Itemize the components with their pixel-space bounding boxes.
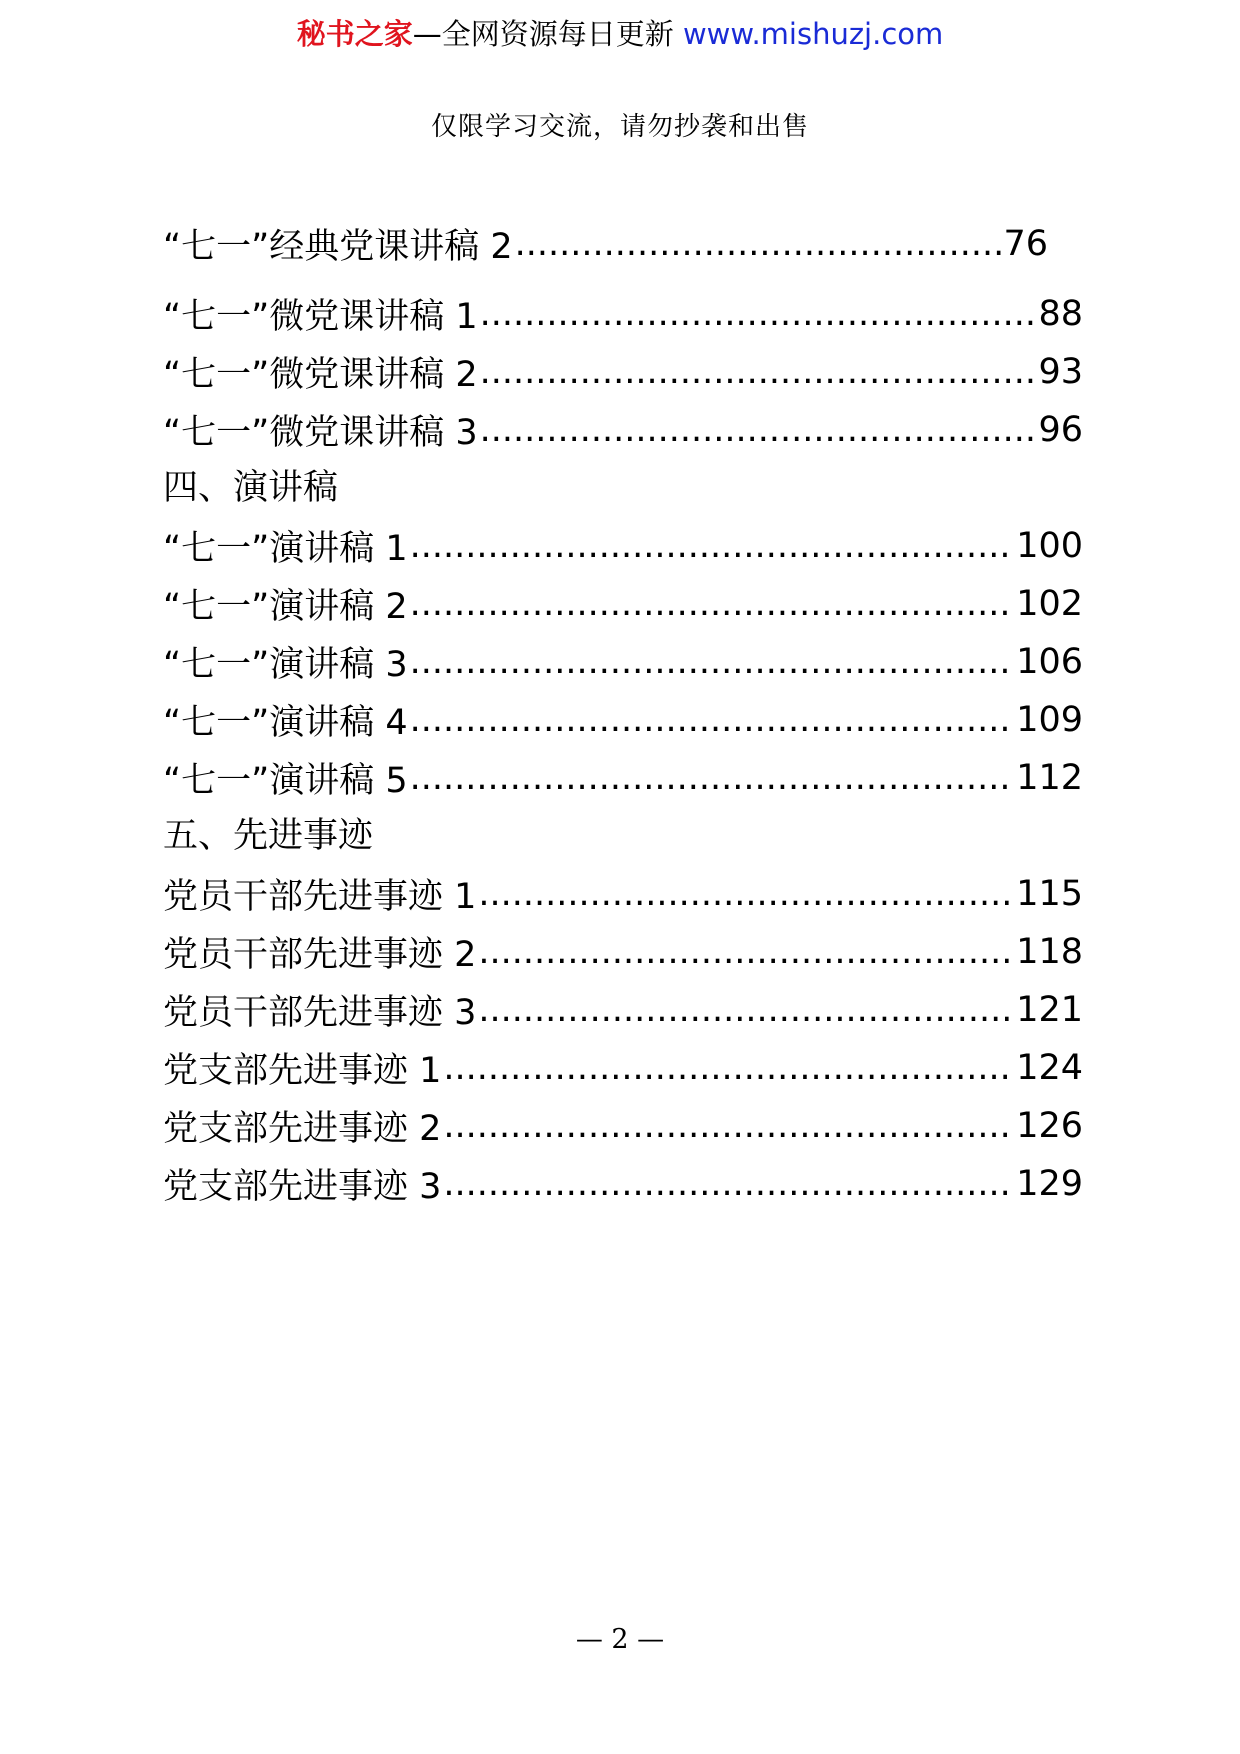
toc-entry[interactable] xyxy=(163,578,1083,630)
toc-entry-page: 118 xyxy=(1016,932,1083,972)
toc-entry-page: 124 xyxy=(1016,1048,1083,1088)
toc-entry[interactable] xyxy=(163,1100,1083,1152)
toc-entry-page: 112 xyxy=(1016,758,1083,798)
toc-entry-page: 100 xyxy=(1016,526,1083,566)
toc-entry[interactable] xyxy=(163,868,1083,920)
toc-entry-page: 93 xyxy=(1038,352,1083,392)
site-url-link[interactable]: www.mishuzj.com xyxy=(682,17,944,51)
toc-leader-dots xyxy=(443,1106,1014,1146)
toc-entry-page: 115 xyxy=(1016,874,1083,914)
toc-leader-dots xyxy=(410,700,1015,740)
toc-leader-dots xyxy=(515,224,1002,264)
toc-leader-dots xyxy=(480,294,1037,334)
toc-leader-dots xyxy=(410,758,1015,798)
toc-entry-page: 129 xyxy=(1016,1164,1083,1204)
toc-entry[interactable] xyxy=(163,520,1083,572)
toc-entry-page: 102 xyxy=(1016,584,1083,624)
banner-slogan: —全网资源每日更新 xyxy=(412,17,683,51)
toc-entry-page: 126 xyxy=(1016,1106,1083,1146)
toc-entry[interactable] xyxy=(163,694,1083,746)
toc-entry-title: “七一”演讲稿 5 xyxy=(163,761,408,801)
toc-section-heading: 四、演讲稿 xyxy=(163,468,339,508)
toc-entry-title: 党员干部先进事迹 2 xyxy=(163,935,477,975)
toc-leader-dots xyxy=(410,642,1015,682)
toc-entry-title: “七一”演讲稿 2 xyxy=(163,587,408,627)
toc-leader-dots xyxy=(443,1164,1014,1204)
toc-leader-dots xyxy=(478,874,1014,914)
brand-name: 秘书之家 xyxy=(296,17,413,51)
toc-leader-dots xyxy=(478,932,1014,972)
toc-entry-page: 106 xyxy=(1016,642,1083,682)
toc-entry-title: “七一”演讲稿 1 xyxy=(163,529,408,569)
toc-leader-dots xyxy=(443,1048,1014,1088)
toc-entry[interactable] xyxy=(163,346,1083,398)
toc-entry-title: 党支部先进事迹 3 xyxy=(163,1167,442,1207)
toc-entry-title: 党员干部先进事迹 1 xyxy=(163,877,477,917)
toc-entry-title: “七一”经典党课讲稿 2 xyxy=(163,227,513,267)
toc-leader-dots xyxy=(410,584,1015,624)
toc-entry-title: “七一”演讲稿 3 xyxy=(163,645,408,685)
toc-entry-page: 88 xyxy=(1038,294,1083,334)
toc-leader-dots xyxy=(480,410,1037,450)
toc-entry[interactable] xyxy=(163,926,1083,978)
toc-entry[interactable] xyxy=(163,404,1083,456)
toc-entry[interactable] xyxy=(163,218,1048,270)
toc-entry[interactable] xyxy=(163,752,1083,804)
toc-entry-title: “七一”微党课讲稿 1 xyxy=(163,297,478,337)
toc-entry-title: “七一”微党课讲稿 3 xyxy=(163,413,478,453)
toc-entry[interactable] xyxy=(163,288,1083,340)
toc-entry[interactable] xyxy=(163,1158,1083,1210)
toc-leader-dots xyxy=(480,352,1037,392)
toc-entry[interactable] xyxy=(163,984,1083,1036)
toc-entry-page: 96 xyxy=(1038,410,1083,450)
site-banner xyxy=(0,14,1240,54)
toc-entry-title: 党支部先进事迹 1 xyxy=(163,1051,442,1091)
toc-section-heading: 五、先进事迹 xyxy=(163,816,374,856)
toc-entry[interactable] xyxy=(163,1042,1083,1094)
toc-entry-page: 121 xyxy=(1016,990,1083,1030)
toc-entry-title: 党员干部先进事迹 3 xyxy=(163,993,477,1033)
toc-entry-title: “七一”微党课讲稿 2 xyxy=(163,355,478,395)
toc-entry-page: 109 xyxy=(1016,700,1083,740)
usage-notice: 仅限学习交流，请勿抄袭和出售 xyxy=(430,112,809,142)
toc-entry[interactable] xyxy=(163,636,1083,688)
toc-entry-title: 党支部先进事迹 2 xyxy=(163,1109,442,1149)
toc-leader-dots xyxy=(478,990,1014,1030)
toc-entry-page: 76 xyxy=(1003,224,1048,264)
toc-leader-dots xyxy=(410,526,1015,566)
toc-entry-title: “七一”演讲稿 4 xyxy=(163,703,408,743)
page-number: — 2 — xyxy=(575,1624,665,1655)
